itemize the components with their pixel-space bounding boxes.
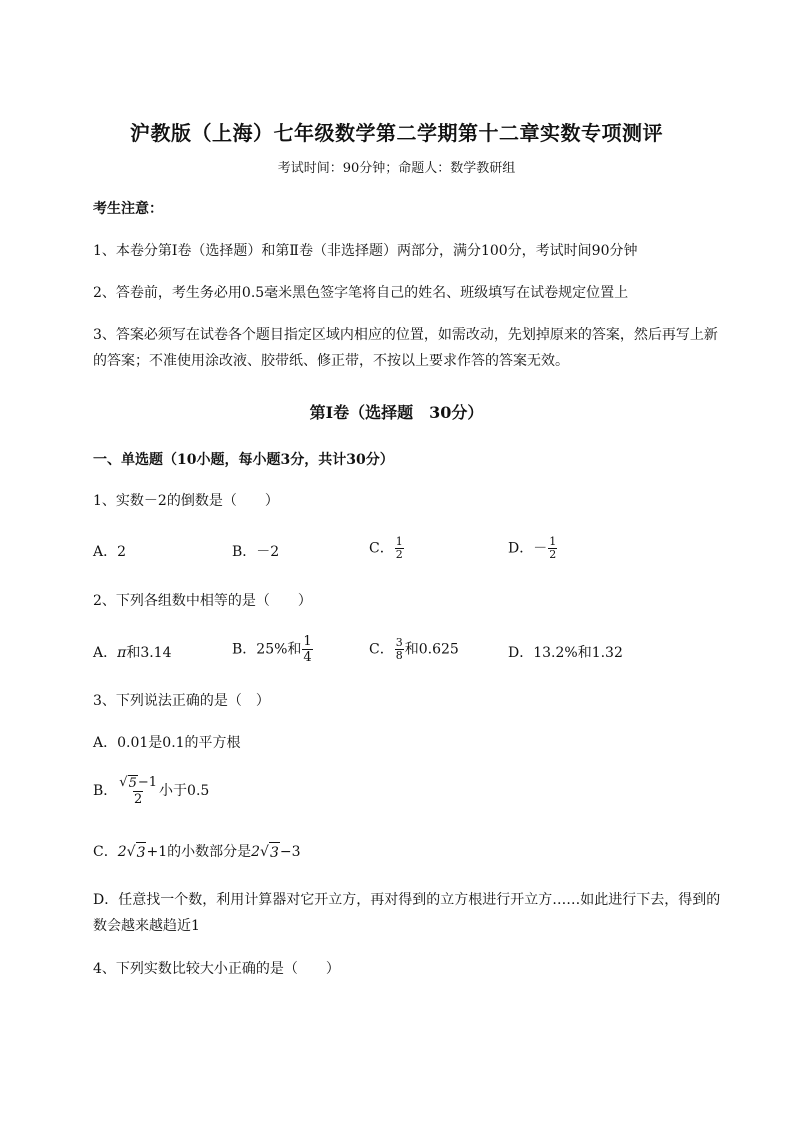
- question-3-option-c: [93, 842, 301, 863]
- radical-sign: √: [119, 775, 128, 790]
- coefficient: 2: [117, 844, 127, 860]
- denominator: 4: [303, 650, 312, 665]
- fraction: [548, 536, 557, 561]
- plus-term: +1: [146, 844, 168, 860]
- question-1-option-b: B．－2: [232, 544, 280, 560]
- option-label: D．－: [508, 540, 548, 557]
- radicand: 3: [269, 842, 280, 863]
- option-label: B．25%和: [232, 641, 302, 658]
- denominator: 8: [395, 649, 403, 662]
- denominator: 2: [395, 548, 403, 561]
- option-label: C．: [369, 641, 394, 658]
- numerator-rest: −1: [137, 775, 158, 790]
- fraction: [302, 634, 312, 665]
- question-2-option-d: D．13.2%和1.32: [508, 645, 623, 661]
- option-label: C．: [369, 540, 394, 557]
- denominator: 2: [549, 548, 557, 561]
- question-1-option-d: [508, 536, 558, 561]
- notice-item-2: 2、答卷前，考生务必用0.5毫米黑色签字笔将自己的姓名、班级填写在试卷规定位置上: [93, 285, 629, 301]
- fraction: [395, 536, 404, 561]
- question-4-stem: 4、下列实数比较大小正确的是（ ）: [93, 961, 340, 977]
- question-3-option-b: [93, 775, 209, 807]
- numerator: [118, 775, 158, 791]
- question-2-option-a: [93, 643, 172, 663]
- exam-subtitle: 考试时间：90分钟；命题人：数学教研组: [277, 161, 516, 176]
- notice-item-3-line-1: 3、答案必须写在试卷各个题目指定区域内相应的位置，如需改动，先划掉原来的答案，然后再写上新: [93, 327, 718, 343]
- question-2-stem: 2、下列各组数中相等的是（ ）: [93, 593, 312, 609]
- part-heading: 一、单选题（10小题，每小题3分，共计30分）: [93, 452, 394, 468]
- option-label: A．: [93, 645, 118, 661]
- question-1-option-a: A．2: [93, 544, 127, 560]
- option-label: B．: [93, 783, 118, 799]
- question-3-option-d-line-2: 数会越来越趋近1: [93, 918, 200, 934]
- question-2-option-b: [232, 634, 314, 665]
- notice-item-1: 1、本卷分第Ⅰ卷（选择题）和第Ⅱ卷（非选择题）两部分，满分100分，考试时间90分钟: [93, 243, 638, 259]
- exam-title: 沪教版（上海）七年级数学第二学期第十二章实数专项测评: [130, 121, 663, 145]
- numerator: 1: [395, 535, 403, 548]
- option-text: 小于0.5: [159, 783, 210, 799]
- square-root: [119, 775, 138, 791]
- radical-sign: √: [260, 844, 269, 860]
- pi-symbol: π: [117, 645, 127, 661]
- square-root: [260, 842, 280, 863]
- notice-heading: 考生注意：: [93, 201, 163, 217]
- question-3-option-d-line-1: D．任意找一个数，利用计算器对它开立方，再对得到的立方根进行开立方……如此进行下去，得到的: [93, 892, 721, 908]
- numerator: 3: [395, 636, 403, 649]
- question-3-stem: 3、下列说法正确的是（ ）: [93, 693, 270, 709]
- fraction: [395, 637, 404, 662]
- square-root: [127, 842, 147, 863]
- question-1-option-c: [369, 536, 405, 561]
- radicand: 3: [136, 842, 147, 863]
- question-1-stem: 1、实数－2的倒数是（ ）: [93, 493, 279, 509]
- radicand: 5: [128, 776, 137, 791]
- radical-sign: √: [126, 844, 136, 860]
- numerator: 1: [303, 634, 312, 649]
- question-3-option-a: A．0.01是0.1的平方根: [93, 735, 241, 751]
- fraction: [118, 775, 158, 807]
- option-text: 的小数部分是: [167, 844, 252, 860]
- notice-item-3-line-2: 的答案；不准使用涂改液、胶带纸、修正带，不按以上要求作答的答案无效。: [93, 353, 569, 369]
- minus-term: −3: [279, 844, 301, 860]
- coefficient: 2: [251, 844, 261, 860]
- option-text: 和0.625: [404, 641, 459, 658]
- denominator: 2: [134, 792, 143, 807]
- option-text: 和3.14: [126, 645, 172, 661]
- section-title: 第Ⅰ卷（选择题 30分）: [309, 403, 484, 422]
- numerator: 1: [549, 535, 557, 548]
- question-2-option-c: [369, 637, 459, 662]
- option-label: C．: [93, 844, 118, 860]
